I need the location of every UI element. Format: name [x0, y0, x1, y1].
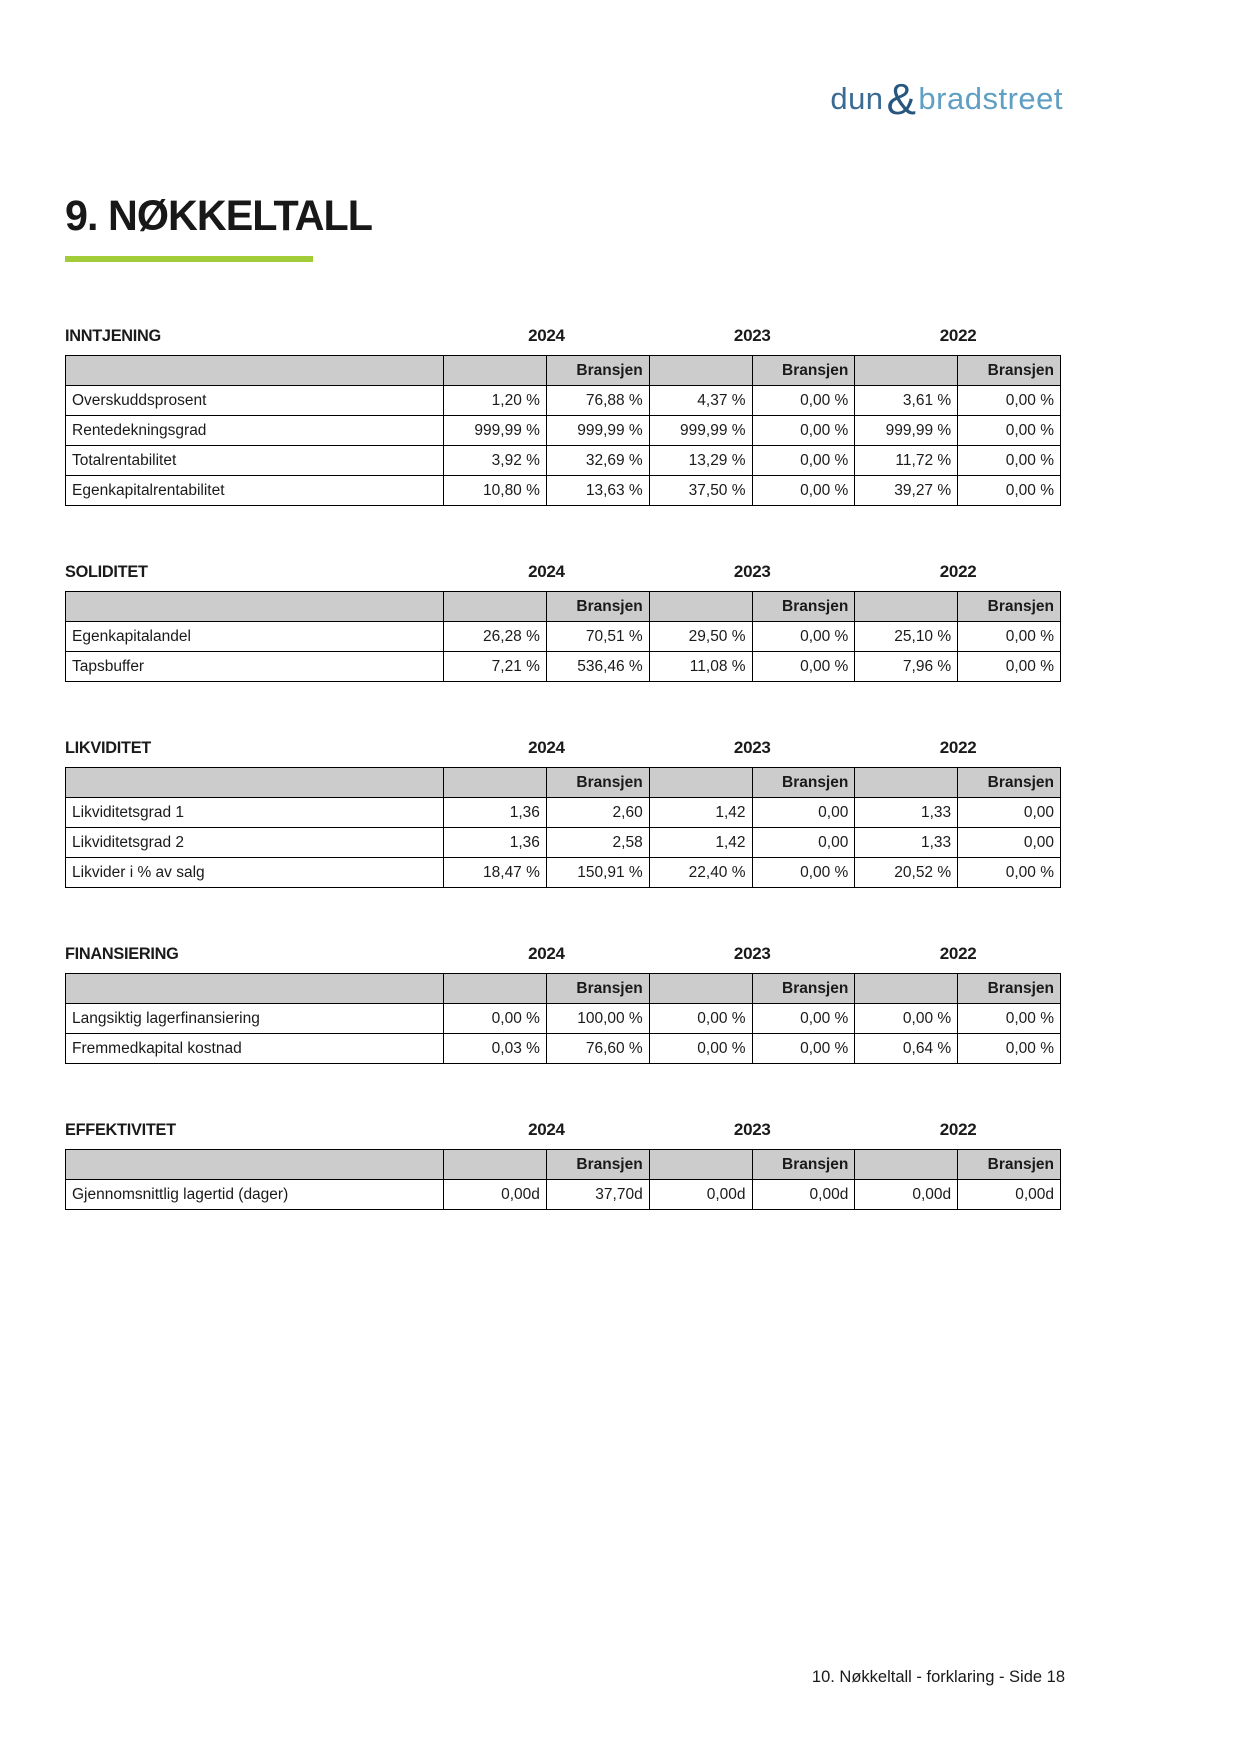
- value-cell: 76,60 %: [546, 1034, 649, 1064]
- value-cell: 1,36: [444, 798, 547, 828]
- value-cell: 0,00 %: [752, 476, 855, 506]
- value-cell: 0,00 %: [752, 386, 855, 416]
- row-label: Likvider i % av salg: [66, 858, 444, 888]
- value-cell: 2,60: [546, 798, 649, 828]
- value-cell: 0,00d: [444, 1180, 547, 1210]
- section-title: FINANSIERING: [65, 944, 179, 963]
- value-cell: 1,42: [649, 828, 752, 858]
- value-cell: 0,00 %: [752, 858, 855, 888]
- header-cell-empty: [855, 768, 958, 798]
- header-cell-empty: [649, 356, 752, 386]
- table-row: [66, 1004, 1061, 1034]
- value-cell: 1,36: [444, 828, 547, 858]
- value-cell: 26,28 %: [444, 622, 547, 652]
- page-footer: 10. Nøkkeltall - forklaring - Side 18: [811, 1668, 1065, 1686]
- section-head: [65, 944, 1061, 964]
- header-cell-empty: [66, 974, 444, 1004]
- row-label: Fremmedkapital kostnad: [66, 1034, 444, 1064]
- header-cell-empty: [444, 974, 547, 1004]
- value-cell: 10,80 %: [444, 476, 547, 506]
- header-cell-bransjen: Bransjen: [546, 1150, 649, 1180]
- value-cell: 0,00 %: [444, 1004, 547, 1034]
- value-cell: 2,58: [546, 828, 649, 858]
- header-cell-empty: [855, 974, 958, 1004]
- value-cell: 999,99 %: [649, 416, 752, 446]
- table-row: [66, 798, 1061, 828]
- row-label: Langsiktig lagerfinansiering: [66, 1004, 444, 1034]
- year-label: 2024: [528, 562, 565, 581]
- dun-bradstreet-logo: [830, 75, 1063, 124]
- value-cell: 0,00 %: [958, 858, 1061, 888]
- year-label: 2022: [939, 562, 977, 581]
- header-cell-empty: [649, 592, 752, 622]
- value-cell: 150,91 %: [546, 858, 649, 888]
- value-cell: 0,00: [752, 828, 855, 858]
- table-header-row: [66, 356, 1061, 386]
- table-row: [66, 476, 1061, 506]
- year-label: 2022: [939, 326, 977, 345]
- logo-text-dun: dun: [830, 81, 884, 116]
- value-cell: 0,00: [752, 798, 855, 828]
- header-cell-bransjen: Bransjen: [752, 1150, 855, 1180]
- row-label: Likviditetsgrad 2: [66, 828, 444, 858]
- section-head: [65, 562, 1061, 582]
- header-cell-bransjen: Bransjen: [752, 974, 855, 1004]
- title-accent-bar: [65, 256, 313, 262]
- value-cell: 0,03 %: [444, 1034, 547, 1064]
- table-header-row: [66, 974, 1061, 1004]
- table-row: [66, 622, 1061, 652]
- value-cell: 536,46 %: [546, 652, 649, 682]
- table-row: [66, 386, 1061, 416]
- value-cell: 0,00 %: [958, 446, 1061, 476]
- table-row: [66, 1180, 1061, 1210]
- value-cell: 1,42: [649, 798, 752, 828]
- value-cell: 29,50 %: [649, 622, 752, 652]
- year-label: 2022: [939, 738, 977, 757]
- value-cell: 22,40 %: [649, 858, 752, 888]
- section-inntjening: [65, 326, 1061, 506]
- value-cell: 0,00 %: [649, 1034, 752, 1064]
- header-cell-empty: [66, 592, 444, 622]
- value-cell: 0,00 %: [752, 416, 855, 446]
- table-row: [66, 446, 1061, 476]
- header-cell-bransjen: Bransjen: [752, 768, 855, 798]
- year-label: 2023: [733, 562, 771, 581]
- row-label: Totalrentabilitet: [66, 446, 444, 476]
- value-cell: 39,27 %: [855, 476, 958, 506]
- table-header-row: [66, 768, 1061, 798]
- header-cell-empty: [444, 592, 547, 622]
- header-cell-bransjen: Bransjen: [958, 356, 1061, 386]
- header-cell-empty: [444, 768, 547, 798]
- row-label: Overskuddsprosent: [66, 386, 444, 416]
- value-cell: 18,47 %: [444, 858, 547, 888]
- table-row: [66, 828, 1061, 858]
- section-title: LIKVIDITET: [65, 738, 151, 757]
- header-cell-bransjen: Bransjen: [958, 768, 1061, 798]
- kpi-table: [65, 591, 1061, 682]
- header-cell-empty: [444, 1150, 547, 1180]
- value-cell: 11,08 %: [649, 652, 752, 682]
- value-cell: 11,72 %: [855, 446, 958, 476]
- value-cell: 0,00 %: [958, 1034, 1061, 1064]
- value-cell: 20,52 %: [855, 858, 958, 888]
- section-finansiering: [65, 944, 1061, 1064]
- header-cell-empty: [855, 592, 958, 622]
- value-cell: 13,63 %: [546, 476, 649, 506]
- header-cell-bransjen: Bransjen: [546, 768, 649, 798]
- section-effektivitet: [65, 1120, 1061, 1210]
- row-label: Rentedekningsgrad: [66, 416, 444, 446]
- value-cell: 0,00 %: [855, 1004, 958, 1034]
- section-head: [65, 1120, 1061, 1140]
- year-label: 2023: [733, 326, 771, 345]
- page-content: [65, 192, 1061, 1266]
- header-cell-empty: [855, 356, 958, 386]
- header-cell-bransjen: Bransjen: [546, 356, 649, 386]
- year-label: 2022: [939, 1120, 977, 1139]
- header-cell-empty: [444, 356, 547, 386]
- kpi-table: [65, 1149, 1061, 1210]
- value-cell: 37,50 %: [649, 476, 752, 506]
- row-label: Likviditetsgrad 1: [66, 798, 444, 828]
- year-label: 2023: [733, 1120, 771, 1139]
- row-label: Egenkapitalrentabilitet: [66, 476, 444, 506]
- header-cell-empty: [649, 1150, 752, 1180]
- row-label: Egenkapitalandel: [66, 622, 444, 652]
- value-cell: 7,21 %: [444, 652, 547, 682]
- year-label: 2024: [528, 738, 565, 757]
- header-cell-bransjen: Bransjen: [546, 592, 649, 622]
- value-cell: 0,00 %: [958, 622, 1061, 652]
- value-cell: 0,64 %: [855, 1034, 958, 1064]
- section-soliditet: [65, 562, 1061, 682]
- header-cell-bransjen: Bransjen: [752, 356, 855, 386]
- value-cell: 0,00d: [958, 1180, 1061, 1210]
- value-cell: 0,00 %: [958, 476, 1061, 506]
- value-cell: 0,00 %: [752, 1034, 855, 1064]
- sections: [65, 326, 1061, 1210]
- header-cell-bransjen: Bransjen: [958, 974, 1061, 1004]
- year-label: 2024: [528, 944, 565, 963]
- value-cell: 0,00 %: [958, 1004, 1061, 1034]
- header-cell-empty: [649, 974, 752, 1004]
- row-label: Tapsbuffer: [66, 652, 444, 682]
- year-label: 2023: [733, 738, 771, 757]
- year-label: 2023: [733, 944, 771, 963]
- section-head: [65, 738, 1061, 758]
- value-cell: 76,88 %: [546, 386, 649, 416]
- value-cell: 0,00 %: [958, 416, 1061, 446]
- header-cell-empty: [66, 356, 444, 386]
- year-label: 2024: [528, 326, 565, 345]
- value-cell: 1,33: [855, 828, 958, 858]
- value-cell: 0,00 %: [752, 652, 855, 682]
- kpi-table: [65, 973, 1061, 1064]
- table-row: [66, 1034, 1061, 1064]
- page-title: 9. NØKKELTALL: [65, 192, 373, 240]
- section-title: INNTJENING: [65, 326, 161, 345]
- table-header-row: [66, 592, 1061, 622]
- value-cell: 70,51 %: [546, 622, 649, 652]
- value-cell: 0,00d: [855, 1180, 958, 1210]
- value-cell: 0,00: [958, 828, 1061, 858]
- value-cell: 0,00 %: [649, 1004, 752, 1034]
- section-title: SOLIDITET: [65, 562, 148, 581]
- row-label: Gjennomsnittlig lagertid (dager): [66, 1180, 444, 1210]
- value-cell: 32,69 %: [546, 446, 649, 476]
- kpi-table: [65, 355, 1061, 506]
- header-cell-empty: [649, 768, 752, 798]
- year-label: 2024: [528, 1120, 565, 1139]
- value-cell: 0,00d: [752, 1180, 855, 1210]
- value-cell: 999,99 %: [855, 416, 958, 446]
- value-cell: 0,00 %: [752, 1004, 855, 1034]
- header-cell-empty: [66, 1150, 444, 1180]
- value-cell: 0,00d: [649, 1180, 752, 1210]
- header-cell-empty: [66, 768, 444, 798]
- value-cell: 13,29 %: [649, 446, 752, 476]
- header-cell-bransjen: Bransjen: [546, 974, 649, 1004]
- ampersand-icon: &: [886, 75, 917, 124]
- value-cell: 0,00 %: [752, 446, 855, 476]
- year-label: 2022: [939, 944, 977, 963]
- value-cell: 3,92 %: [444, 446, 547, 476]
- value-cell: 7,96 %: [855, 652, 958, 682]
- value-cell: 1,20 %: [444, 386, 547, 416]
- header-cell-bransjen: Bransjen: [958, 1150, 1061, 1180]
- section-title: EFFEKTIVITET: [65, 1120, 176, 1139]
- value-cell: 0,00: [958, 798, 1061, 828]
- value-cell: 3,61 %: [855, 386, 958, 416]
- logo-text-bradstreet: bradstreet: [918, 81, 1063, 116]
- value-cell: 999,99 %: [444, 416, 547, 446]
- value-cell: 100,00 %: [546, 1004, 649, 1034]
- header-cell-bransjen: Bransjen: [958, 592, 1061, 622]
- value-cell: 0,00 %: [958, 652, 1061, 682]
- value-cell: 37,70d: [546, 1180, 649, 1210]
- value-cell: 999,99 %: [546, 416, 649, 446]
- value-cell: 0,00 %: [958, 386, 1061, 416]
- table-header-row: [66, 1150, 1061, 1180]
- table-row: [66, 652, 1061, 682]
- value-cell: 1,33: [855, 798, 958, 828]
- value-cell: 25,10 %: [855, 622, 958, 652]
- kpi-table: [65, 767, 1061, 888]
- section-head: [65, 326, 1061, 346]
- header-cell-bransjen: Bransjen: [752, 592, 855, 622]
- header-cell-empty: [855, 1150, 958, 1180]
- table-row: [66, 416, 1061, 446]
- table-row: [66, 858, 1061, 888]
- section-likviditet: [65, 738, 1061, 888]
- value-cell: 4,37 %: [649, 386, 752, 416]
- value-cell: 0,00 %: [752, 622, 855, 652]
